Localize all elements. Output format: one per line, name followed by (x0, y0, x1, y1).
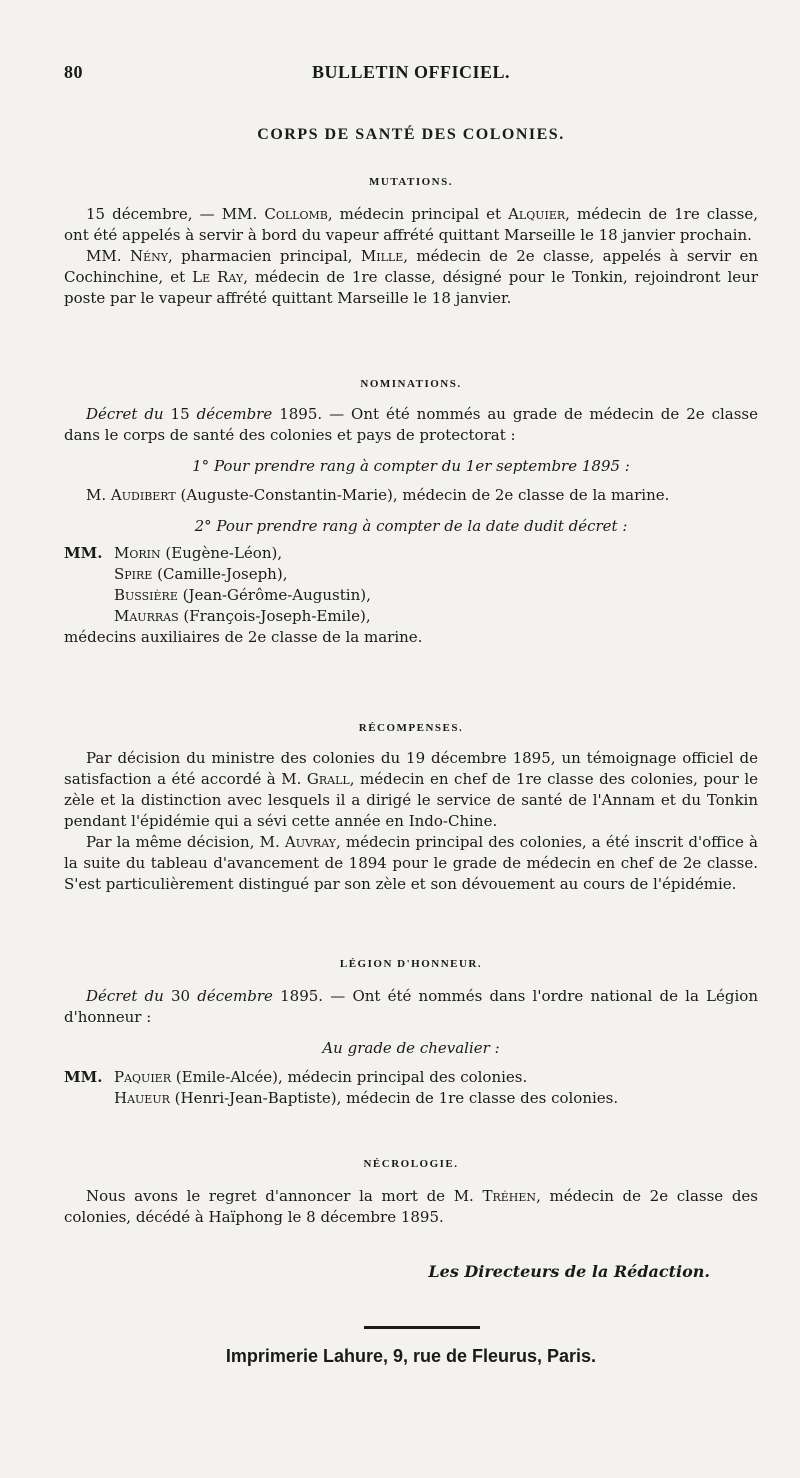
necrologie-paragraph: Nous avons le regret d'annoncer la mort de M. Tréhen, médecin de 2e classe des colonies, décédé à Haïphong le 8 décembre 1895. (64, 1187, 758, 1226)
list-item: MM. Morin (Eugène-Léon), (64, 544, 283, 562)
recompenses-paragraph-2: Par la même décision, M. Auvray, médecin principal des colonies, a été inscrit d'office à la suite du tableau d'avancement de 1894 pour le grade de médecin en chef de 2e classe. S'est particulièrement distingué par son zèle et son dévouement au cours de l'épidémie. (64, 833, 758, 893)
nominations-heading: NOMINATIONS. (360, 378, 462, 390)
legion-grade: Au grade de chevalier : (322, 1039, 500, 1057)
necrologie-body (64, 1186, 758, 1228)
nominations-decree: Décret du 15 décembre 1895. — Ont été nommés au grade de médecin de 2e classe dans le corps de santé des colonies et pays de protectorat : (64, 405, 758, 444)
mutations-paragraph-2: MM. Nény, pharmacien principal, Mille, médecin de 2e classe, appelés à servir en Cochinchine, et Le Ray, médecin de 1re classe, désigné pour le Tonkin, rejoindront leur poste par le vapeur affrété quittant Marseille le 18 janvier. (64, 247, 759, 307)
recompenses-body (64, 748, 758, 895)
necrologie-heading: NÉCROLOGIE. (363, 1158, 459, 1170)
page-number: 80 (64, 62, 83, 82)
document-title: CORPS DE SANTÉ DES COLONIES. (257, 126, 565, 143)
legion-body (64, 986, 758, 1109)
legion-heading: LÉGION D'HONNEUR. (339, 958, 483, 970)
nominations-subheading-1: 1° Pour prendre rang à compter du 1er septembre 1895 : (192, 457, 630, 475)
legion-decree: Décret du 30 décembre 1895. — Ont été nommés dans l'ordre national de la Légion d'honneur : (64, 987, 758, 1026)
nominations-body (64, 404, 758, 648)
list-item: Spire (Camille-Joseph), (114, 565, 288, 583)
list-item: Haueur (Henri-Jean-Baptiste), médecin de 1re classe des colonies. (114, 1089, 619, 1107)
journal-title: BULLETIN OFFICIEL. (311, 62, 511, 82)
legion-list (64, 1067, 758, 1109)
recompenses-paragraph-1: Par décision du ministre des colonies du 19 décembre 1895, un témoignage officiel de satisfaction a été accordé à M. Grall, médecin en chef de 1re classe des colonies, pour le zèle et la distinction avec lesquels il a dirigé le service de santé de l'Annam et du Tonkin pendant l'épidémie qui a sévi cette année en Indo-Chine. (64, 749, 759, 830)
recompenses-heading: RÉCOMPENSES. (358, 722, 464, 734)
running-head (64, 62, 758, 92)
list-item: Bussière (Jean-Gérôme-Augustin), (114, 586, 371, 604)
nominations-audibert: M. Audibert (Auguste-Constantin-Marie), médecin de 2e classe de la marine. (86, 486, 670, 504)
mutations-body (64, 204, 758, 309)
divider-rule (364, 1326, 480, 1329)
printer-imprint: Imprimerie Lahure, 9, rue de Fleurus, Paris. (225, 1346, 597, 1366)
signature: Les Directeurs de la Rédaction. (428, 1262, 710, 1281)
mutations-paragraph-1: 15 décembre, — MM. Collomb, médecin principal et Alquier, médecin de 1re classe, ont été appelés à servir à bord du vapeur affrété quittant Marseille le 18 janvier prochain. (64, 205, 758, 244)
nominations-list (64, 543, 758, 648)
nominations-subheading-2: 2° Pour prendre rang à compter de la date dudit décret : (194, 517, 628, 535)
mutations-heading: MUTATIONS. (369, 176, 453, 188)
list-item: Maurras (François-Joseph-Emile), (114, 607, 371, 625)
list-item: MM. Paquier (Emile-Alcée), médecin principal des colonies. (64, 1068, 528, 1086)
nominations-list-end: médecins auxiliaires de 2e classe de la marine. (64, 628, 423, 646)
